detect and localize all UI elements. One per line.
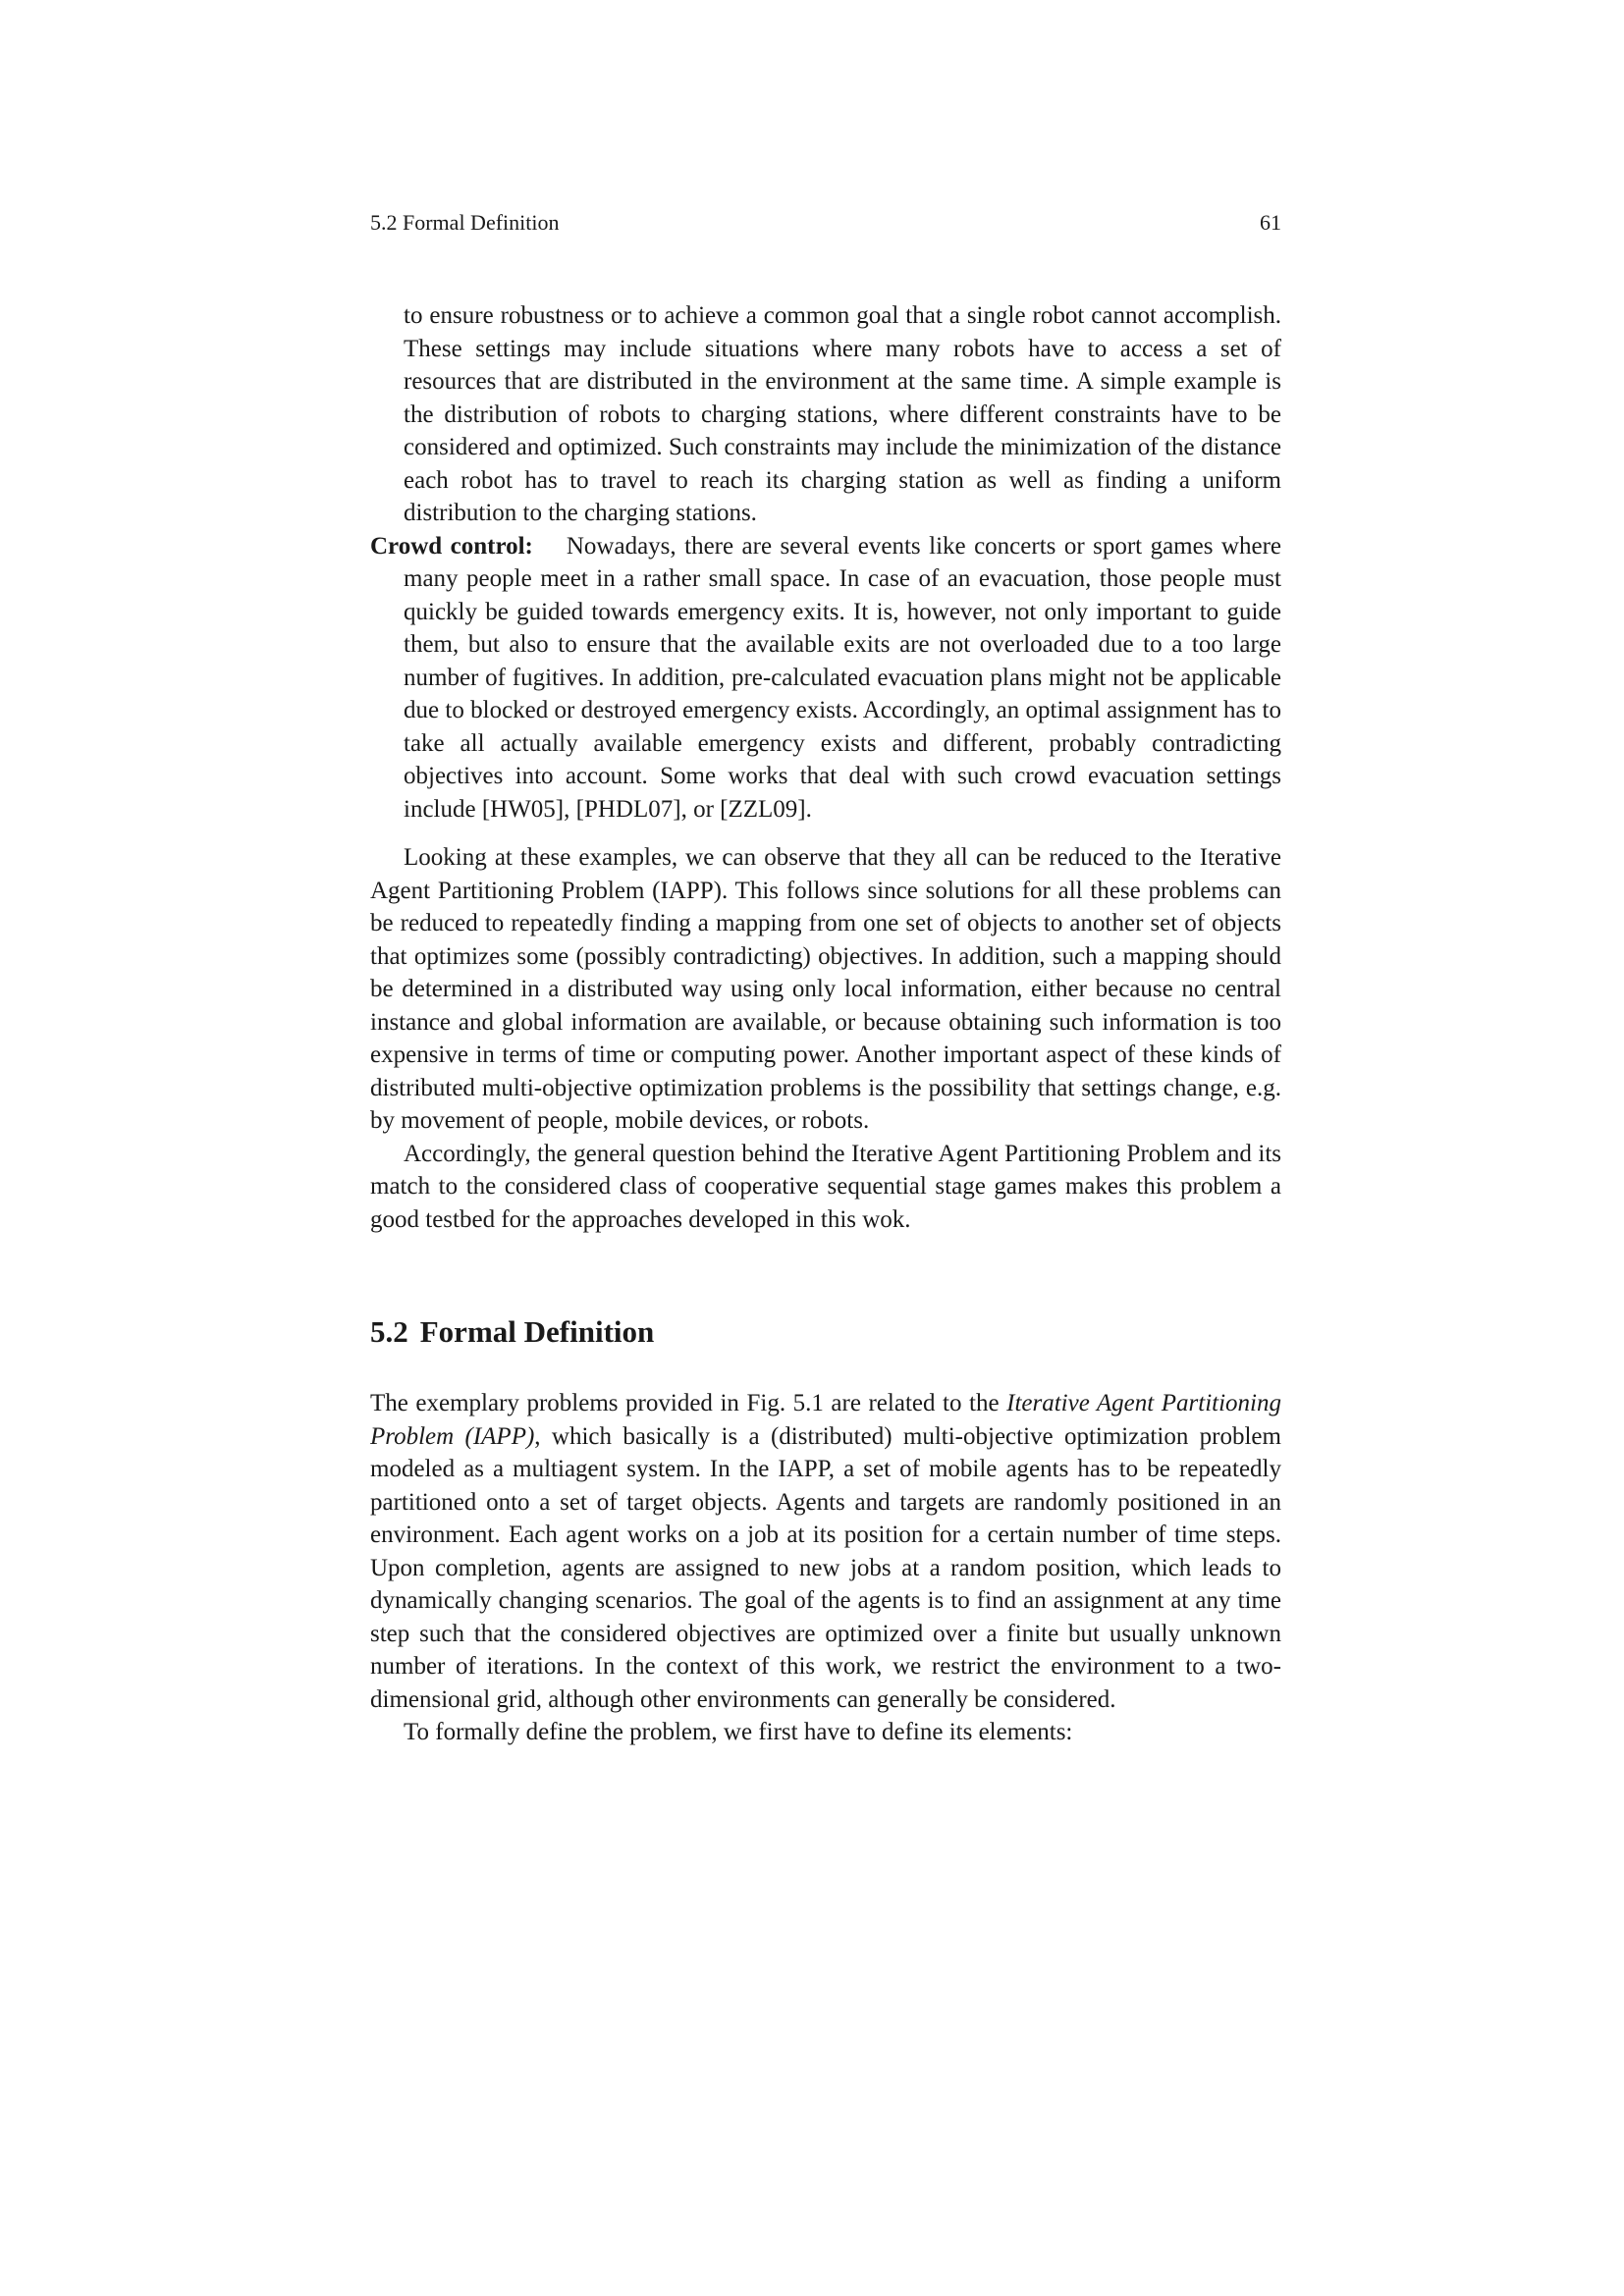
paragraph-rest: , which basically is a (distributed) multi-objective optimization problem modeled as a multiagent system. In the IAPP, a set of mobile agents has to be repeatedly partitioned onto a set of target objects. Agents and targets are randomly positioned in an environment. Each agent works on a job at its position for a certain number of time steps. Upon completion, agents are assigned to new jobs at a random position, which leads to dynamically changing scenarios. The goal of the agents is to find an assignment at any time step such that the considered objectives are optimized over a finite but usually unknown number of iterations. In the context of this work, we restrict the environment to a two-dimensional grid, although other environments can generally be considered.: [370, 1422, 1281, 1713]
paragraph-formal-definition: [370, 1387, 1281, 1716]
paragraph-accordingly: Accordingly, the general question behind the Iterative Agent Partitioning Problem and its match to the considered class of cooperative sequential stage games makes this problem a good testbed for the approaches developed in this wok.: [370, 1140, 1281, 1233]
list-item-crowd-control: [370, 530, 1281, 827]
section-number: 5.2: [370, 1314, 408, 1349]
emphasized-term: Iterative Agent Partitioning Problem (IAPP): [370, 1390, 1281, 1450]
section-title: Formal Definition: [419, 1314, 655, 1349]
paragraph-define-elements: To formally define the problem, we first have to define its elements:: [404, 1719, 1073, 1745]
page-number: 61: [1260, 210, 1281, 235]
list-item-term: Crowd control:: [370, 532, 533, 560]
paragraph-lead: The exemplary problems provided in Fig. 5.1 are related to the: [370, 1390, 1007, 1416]
section-heading: [370, 1312, 1281, 1352]
list-item-text: Nowadays, there are several events like concerts or sport games where many people meet in a rather small space. In case of an evacuation, those people must quickly be guided towards emergency exits. It is, however, not only important to guide them, but also to ensure that the available exits are not overloaded due to a too large number of fugitives. In addition, pre-calculated evacuation plans might not be applicable due to blocked or destroyed emergency exists. Accordingly, an optimal assignment has to take all actually available emergency exists and different, probably contradicting objectives into account. Some works that deal with such crowd evacuation settings include [HW05], [PHDL07], or [ZZL09].: [404, 532, 1281, 823]
running-head: [370, 208, 1281, 238]
spacer: [370, 826, 1281, 841]
list-item-continuation: to ensure robustness or to achieve a common goal that a single robot cannot accomplish. These settings may include situations where many robots have to access a set of resources that are distributed in the environment at the same time. A simple example is the distribution of robots to charging stations, where different constraints have to be considered and optimized. Such constraints may include the minimization of the distance each robot has to travel to reach its charging station as well as finding a uniform distribution to the charging stations.: [404, 302, 1281, 526]
page-body: [370, 299, 1281, 1749]
paragraph-examples: Looking at these examples, we can observe that they all can be reduced to the Iterative Agent Partitioning Problem (IAPP). This follows since solutions for all these problems can be reduced to repeatedly finding a mapping from one set of objects to another set of objects that optimizes some (possibly contradicting) objectives. In addition, such a mapping should be determined in a distributed way using only local information, either because no central instance and global information are available, or because obtaining such information is too expensive in terms of time or computing power. Another important aspect of these kinds of distributed multi-objective optimization problems is the possibility that settings change, e.g. by movement of people, mobile devices, or robots.: [370, 844, 1281, 1134]
running-head-section: 5.2 Formal Definition: [370, 210, 560, 235]
